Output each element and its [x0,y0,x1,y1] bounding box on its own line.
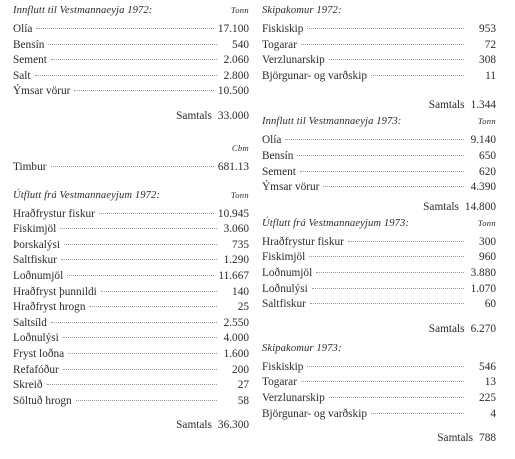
list-item [262,149,496,165]
dot-leader [67,275,214,276]
item-label: Ýmsar vörur [13,85,71,98]
item-value: 546 [479,360,496,373]
list-item [13,347,249,363]
list-item [13,160,249,176]
item-label: Refafóður [13,363,59,376]
dot-leader [301,44,464,45]
item-label: Sement [13,54,47,67]
item-label: Togarar [262,376,297,389]
section-heading: Innflutt til Vestmannaeyja 1973: [262,116,402,128]
item-label: Skreið [13,379,43,392]
list-item [262,266,496,282]
total-row [13,110,249,127]
item-value: 27 [237,379,249,392]
total-row [262,432,496,449]
item-value: 17.100 [217,23,249,35]
item-value: 140 [232,285,249,298]
list-item [262,360,496,376]
item-value: 11.667 [218,269,249,282]
dot-leader [60,228,217,229]
list-item [13,300,249,316]
item-value: 4.000 [223,332,249,345]
item-label: Loðnumjöl [262,266,313,279]
item-label: Olía [13,23,33,35]
item-label: Saltsíld [13,316,47,329]
unit-label: Tonn [477,116,496,127]
item-value: 60 [484,298,496,311]
item-label: Sement [262,165,296,178]
item-label: Verzlunarskip [262,391,325,404]
dot-leader [371,413,464,414]
item-label: Þorskalýsi [13,238,61,251]
item-label: Fryst loðna [13,347,65,360]
total-row [13,419,249,436]
dot-leader [310,303,464,304]
list-item [262,22,496,38]
item-value: 650 [479,149,496,162]
left-column [13,5,249,436]
dot-leader [64,244,217,245]
item-value: 953 [479,23,496,35]
total-row [262,99,496,116]
list-item [13,363,249,379]
dot-leader [348,241,464,242]
list-item [13,331,249,347]
dot-leader [301,381,464,382]
total-value: 36.300 [217,419,249,432]
dot-leader [68,353,217,354]
list-item [262,180,496,196]
list-item [262,235,496,251]
dot-leader [312,288,464,289]
section-header [13,190,249,207]
total-label: Samtals [176,109,212,122]
ships-1972-list [262,22,496,84]
item-label: Hraðfrystur fiskur [262,235,344,248]
section-header [13,5,249,22]
exports-1972-list [13,207,249,410]
list-item [262,250,496,266]
timber-section [13,143,249,176]
item-label: Hraðfryst hrogn [13,301,86,314]
total-label: Samtals [176,419,212,432]
item-value: 620 [479,165,496,178]
section-heading: Innflutt til Vestmannaeyja 1972: [13,5,153,16]
dot-leader [323,186,464,187]
total-label: Samtals [423,200,459,213]
item-value: 10.500 [217,85,249,98]
item-label: Björgunar- og varðskip [262,407,367,420]
list-item [13,38,249,54]
section-header [13,143,249,160]
item-value: 2.550 [223,316,249,329]
list-item [262,38,496,54]
item-label: Fiskimjöl [262,251,306,264]
item-label: Timbur [13,160,47,173]
total-value: 6.270 [470,322,496,335]
item-label: Fiskimjöl [13,223,57,236]
list-item [262,133,496,149]
list-item [13,53,249,69]
item-value: 1.070 [470,282,496,295]
list-item [13,253,249,269]
item-label: Verzlunarskip [262,54,325,67]
item-label: Loðnumjöl [13,269,64,282]
section-heading: Skipakomur 1972: [262,5,342,16]
dot-leader [51,166,214,167]
total-value: 788 [479,432,496,445]
list-item [13,285,249,301]
item-value: 681.13 [217,160,249,173]
list-item [13,316,249,332]
list-item [262,53,496,69]
item-label: Hraðfryst þunnildi [13,285,97,298]
dot-leader [329,59,464,60]
list-item [262,375,496,391]
exports-1973-section [262,218,496,340]
dot-leader [285,139,464,140]
item-value: 735 [232,238,249,251]
list-item [13,269,249,285]
dot-leader [307,366,464,367]
item-value: 2.800 [223,69,249,82]
item-value: 25 [237,301,249,314]
total-value: 33.000 [217,109,249,122]
section-heading: Útflutt frá Vestmannaeyjum 1973: [262,217,410,229]
list-item [13,378,249,394]
unit-label: Tonn [477,217,496,228]
dot-leader [300,171,464,172]
item-value: 58 [237,394,249,407]
item-label: Bensín [262,149,294,162]
item-value: 200 [232,363,249,376]
dot-leader [307,28,464,29]
ships-1973-list [262,360,496,422]
unit-label: Tonn [230,189,249,200]
item-label: Saltfiskur [13,254,57,267]
section-header [262,116,496,133]
dot-leader [99,213,214,214]
item-label: Söltuð hrogn [13,394,72,407]
item-value: 300 [479,235,496,248]
total-label: Samtals [437,432,474,445]
imports-1973-section [262,116,496,217]
item-value: 13 [484,376,496,389]
item-label: Fiskiskip [262,23,304,35]
imports-1973-list [262,133,496,195]
item-label: Fiskiskip [262,360,304,373]
item-label: Björgunar- og varðskip [262,69,367,82]
dot-leader [371,75,464,76]
right-column [262,5,496,449]
item-label: Bensín [13,38,45,51]
list-item [262,297,496,313]
total-row [262,201,496,218]
dot-leader [76,400,217,401]
dot-leader [74,90,214,91]
list-item [13,222,249,238]
dot-leader [89,306,217,307]
list-item [13,394,249,410]
total-row [262,323,496,340]
item-value: 225 [479,391,496,404]
dot-leader [48,44,217,45]
dot-leader [63,369,217,370]
item-value: 3.880 [470,266,496,279]
item-label: Loðnulýsi [262,282,308,295]
list-item [13,84,249,100]
total-value: 14.800 [464,200,496,213]
dot-leader [47,384,218,385]
item-value: 9.140 [470,134,496,147]
list-item [262,282,496,298]
item-value: 3.060 [223,223,249,236]
item-value: 1.290 [223,254,249,267]
section-header [262,218,496,235]
unit-label: Tonn [230,5,249,15]
dot-leader [35,75,217,76]
list-item [13,69,249,85]
exports-1972-section [13,190,249,437]
list-item [262,69,496,85]
dot-leader [316,272,464,273]
list-item [262,391,496,407]
item-value: 4.390 [470,181,496,194]
list-item [13,207,249,223]
item-value: 2.060 [223,54,249,67]
unit-label: Cbm [231,142,249,153]
exports-1973-list [262,235,496,313]
list-item [262,165,496,181]
item-value: 10.945 [217,207,249,220]
total-value: 1.344 [470,99,496,112]
dot-leader [101,291,217,292]
list-item [13,22,249,38]
list-item [13,238,249,254]
dot-leader [63,337,217,338]
dot-leader [309,256,464,257]
section-heading: Útflutt frá Vestmannaeyjum 1972: [13,189,161,201]
item-label: Saltfiskur [262,298,306,311]
item-label: Olía [262,134,282,147]
ships-1973-section [262,343,496,449]
item-value: 72 [484,38,496,51]
dot-leader [297,155,464,156]
imports-1972-list [13,22,249,100]
item-value: 4 [490,407,496,420]
item-value: 1.600 [223,347,249,360]
item-label: Ýmsar vörur [262,181,320,194]
item-value: 540 [232,38,249,51]
section-heading: Skipakomur 1973: [262,342,342,354]
section-header [262,5,496,22]
section-header [262,343,496,360]
item-label: Loðnulýsi [13,332,59,345]
item-label: Hraðfrystur fiskur [13,207,95,220]
dot-leader [61,259,217,260]
dot-leader [329,397,464,398]
item-value: 960 [479,251,496,264]
list-item [262,407,496,423]
item-label: Salt [13,69,31,82]
dot-leader [51,322,217,323]
dot-leader [51,59,217,60]
item-label: Togarar [262,38,297,51]
imports-1972-section [13,5,249,127]
total-label: Samtals [428,322,465,335]
item-value: 308 [479,54,496,67]
item-value: 11 [485,69,496,82]
ships-1972-section [262,5,496,116]
dot-leader [36,28,213,29]
total-label: Samtals [428,99,465,112]
